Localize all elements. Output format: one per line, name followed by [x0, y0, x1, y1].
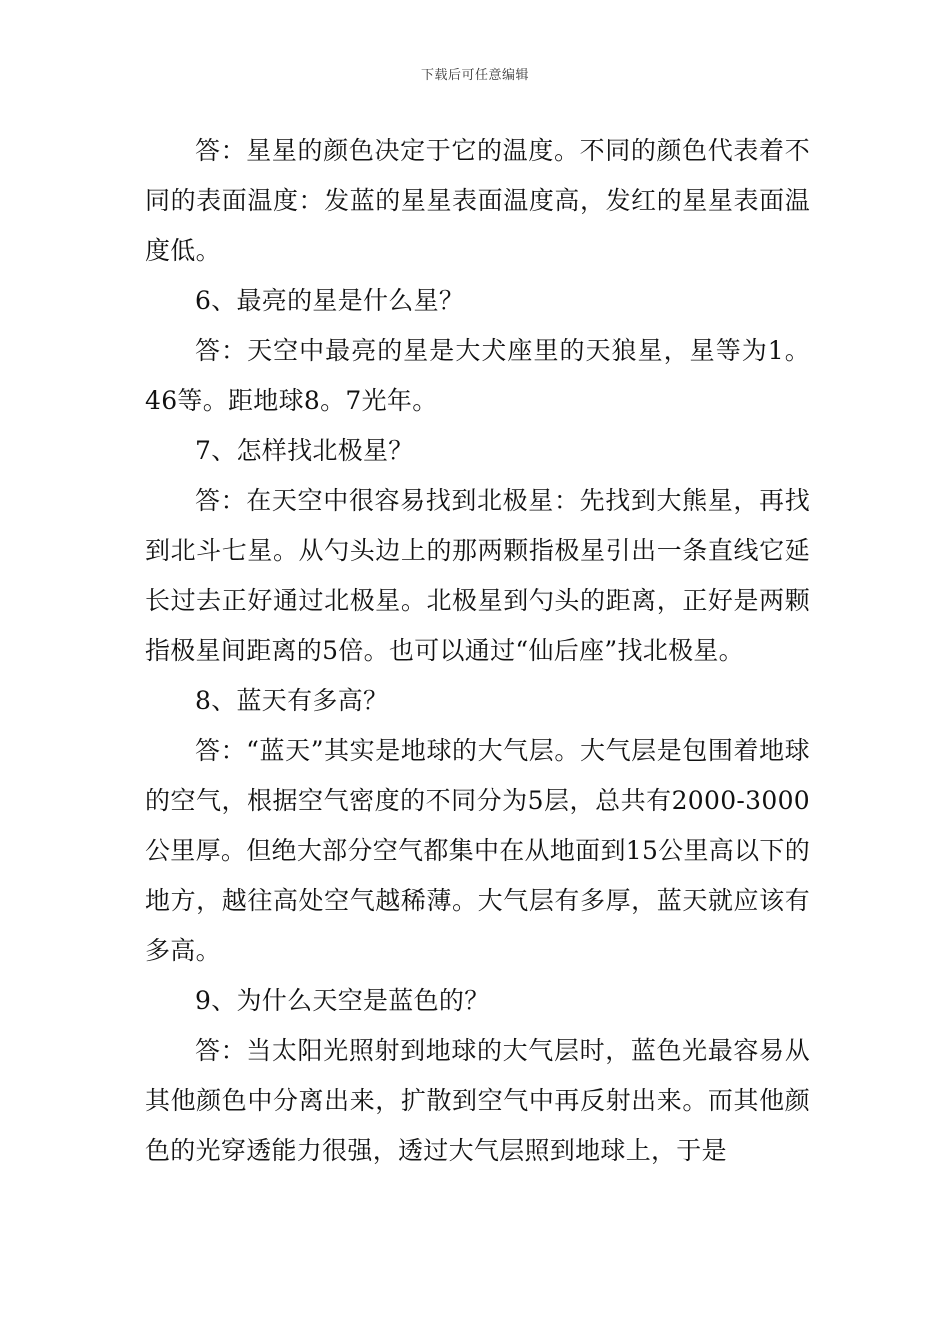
answer-paragraph: 答：当太阳光照射到地球的大气层时，蓝色光最容易从其他颜色中分离出来，扩散到空气中再反射出来。而其他颜色的光穿透能力很强，透过大气层照到地球上，于是 — [145, 1036, 810, 1165]
question-heading: 6、最亮的星是什么星？ — [195, 286, 465, 315]
question-heading: 8、蓝天有多高？ — [195, 686, 389, 715]
page-header: 下载后可任意编辑 — [420, 68, 529, 83]
answer-paragraph: 答：在天空中很容易找到北极星：先找到大熊星，再找到北斗七星。从勺头边上的那两颗指极星引出一条直线它延长过去正好通过北极星。北极星到勺头的距离，正好是两颗指极星间距离的5倍。也可以通过“仙后座”找北极星。 — [145, 486, 810, 665]
answer-paragraph: 答：天空中最亮的星是大犬座里的天狼星，星等为1。46等。距地球8。7光年。 — [145, 336, 810, 415]
question-heading: 9、为什么天空是蓝色的？ — [195, 986, 490, 1015]
answer-paragraph: 答：“蓝天”其实是地球的大气层。大气层是包围着地球的空气，根据空气密度的不同分为5层，总共有2000-3000公里厚。但绝大部分空气都集中在从地面到15公里高以下的地方，越往高处空气越稀薄。大气层有多厚，蓝天就应该有多高。 — [145, 736, 810, 965]
answer-paragraph: 答：星星的颜色决定于它的温度。不同的颜色代表着不同的表面温度：发蓝的星星表面温度高，发红的星星表面温度低。 — [145, 136, 810, 265]
question-heading: 7、怎样找北极星？ — [195, 436, 414, 465]
document-body — [145, 126, 810, 1176]
